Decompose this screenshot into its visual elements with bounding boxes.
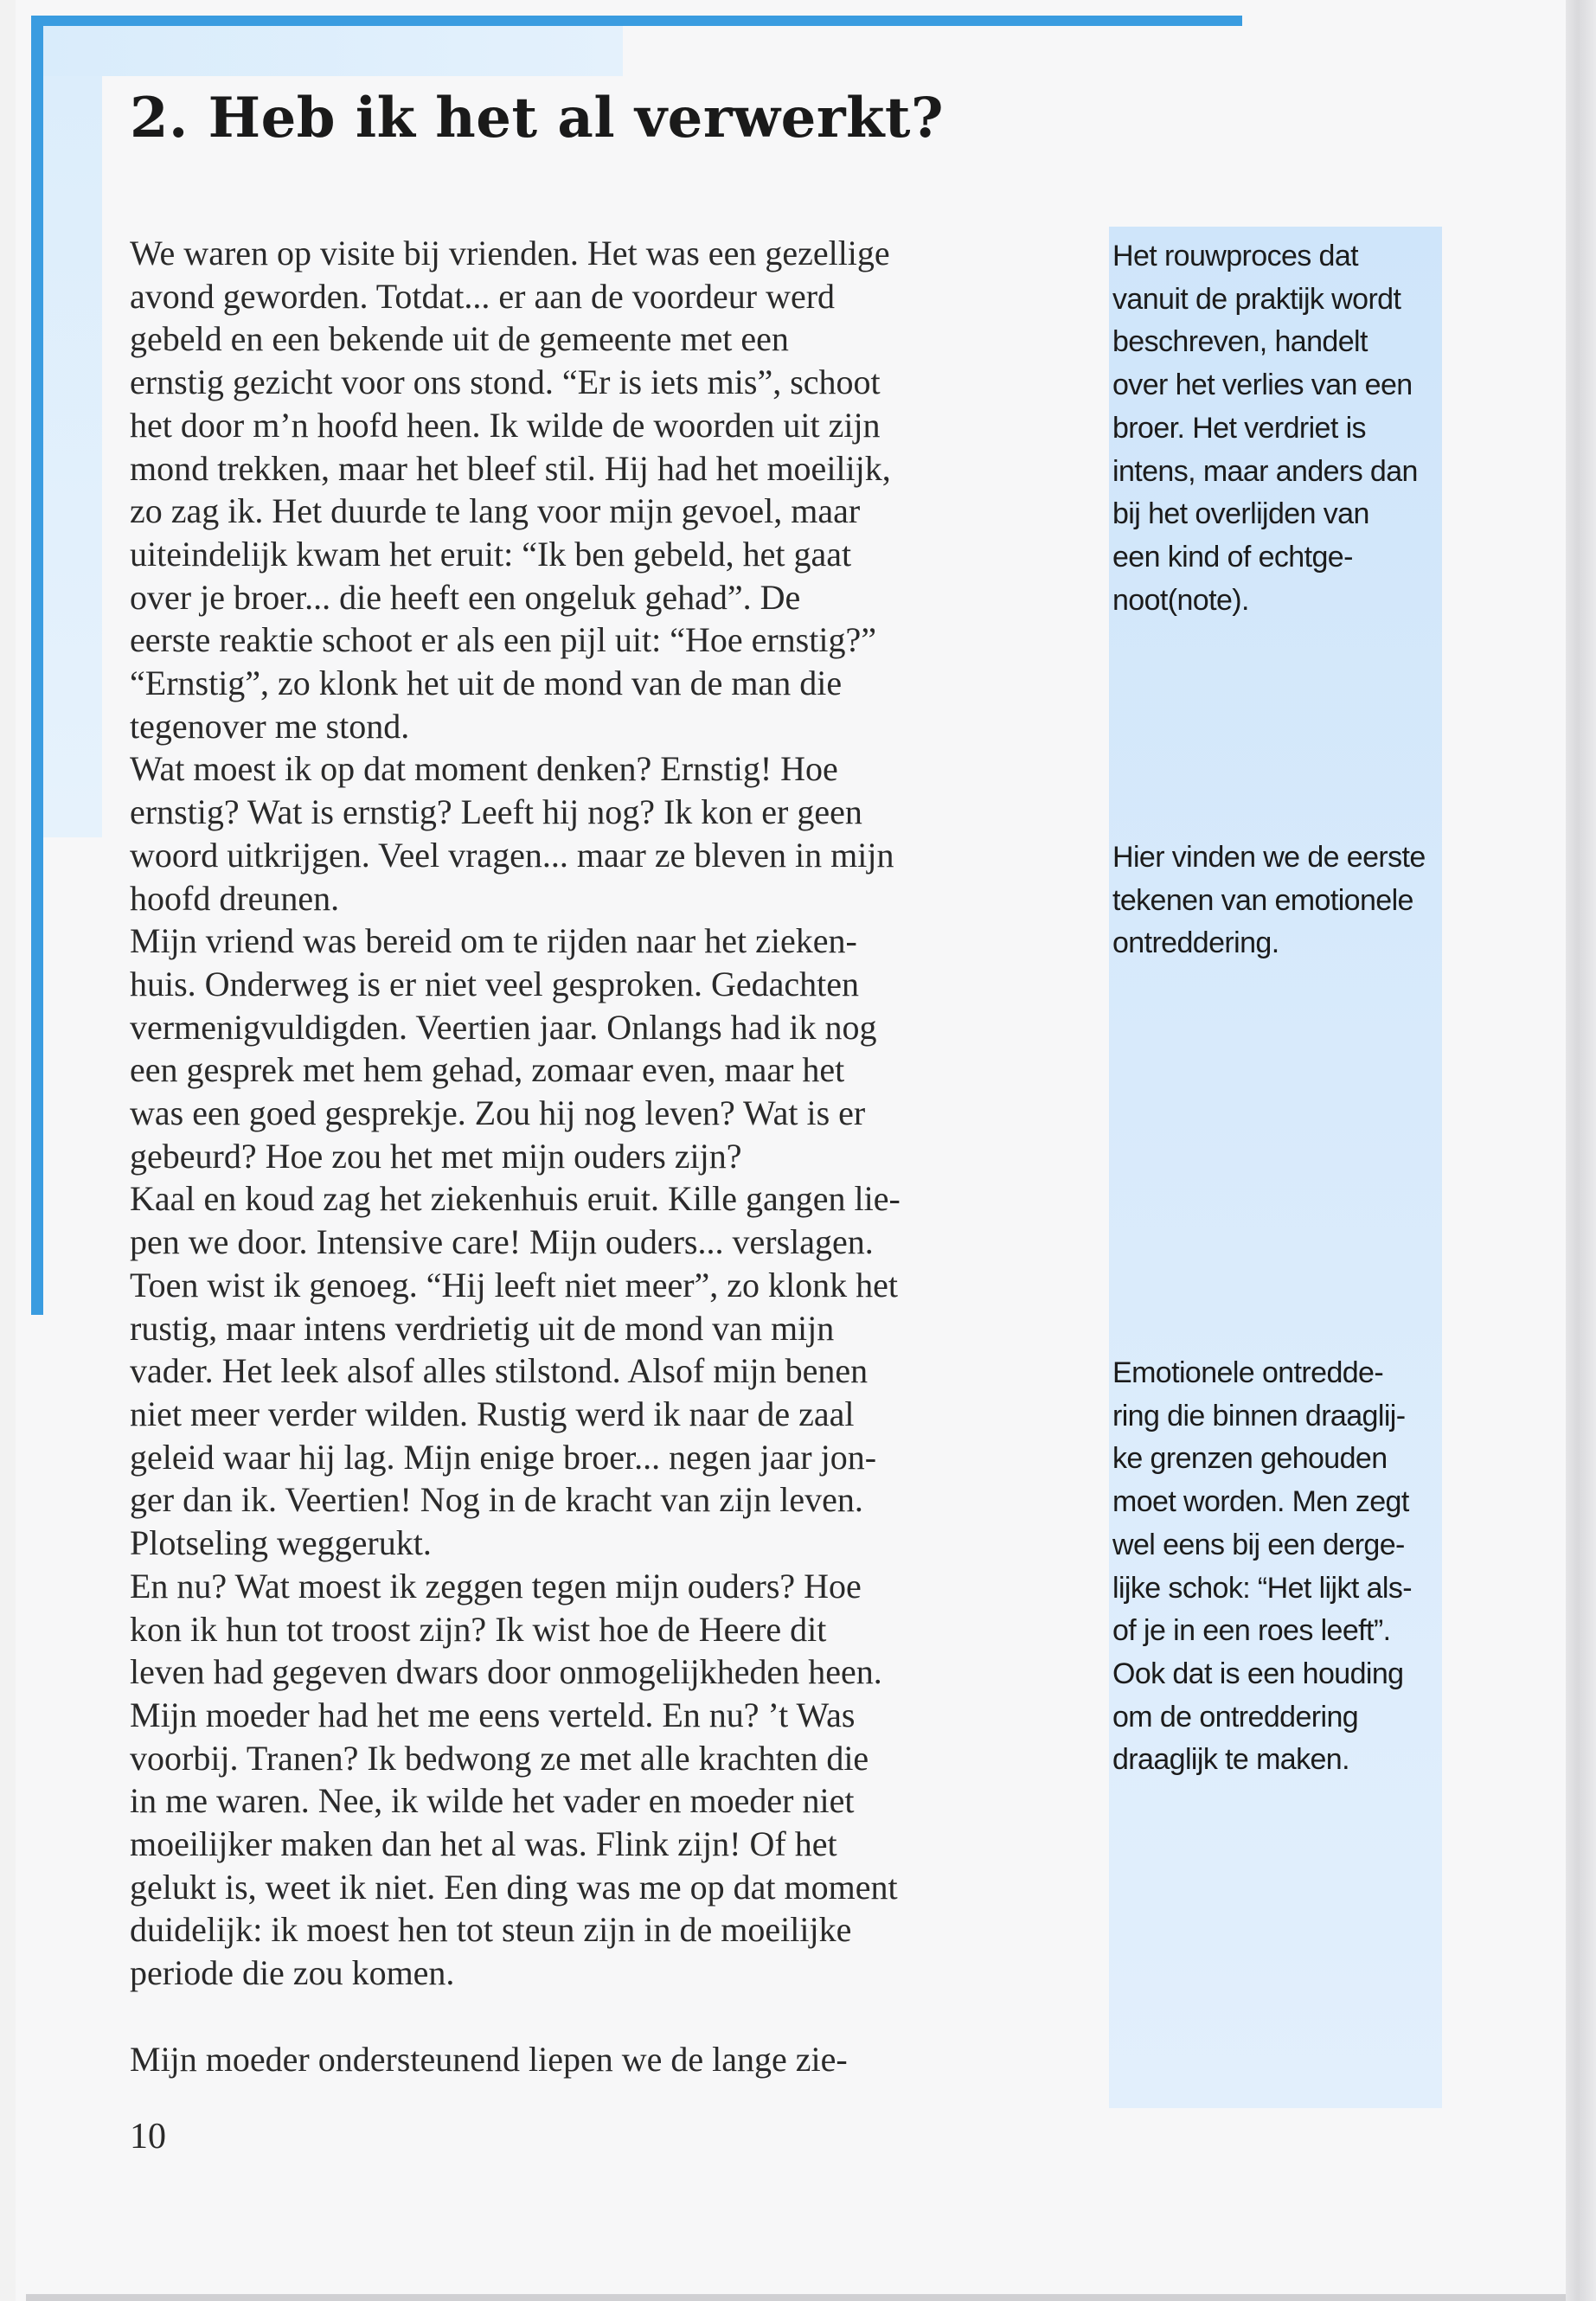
sidebar-note-3 (1112, 1352, 1412, 1782)
note-line: beschreven, handelt (1112, 325, 1368, 359)
body-line: eerste reaktie schoot er als een pijl uit: “Hoe ernstig?” (130, 620, 876, 660)
body-line: ger dan ik. Veertien! Nog in de kracht van zijn leven. (130, 1480, 863, 1520)
note-line: een kind of echtge- (1112, 540, 1353, 574)
note-line: bij het overlijden van (1112, 497, 1369, 531)
body-line: “Ernstig”, zo klonk het uit de mond van de man die (130, 663, 843, 703)
body-line: voorbij. Tranen? Ik bedwong ze met alle krachten die (130, 1738, 869, 1778)
body-line: duidelijk: ik moest hen tot steun zijn in de moeilijke (130, 1910, 852, 1950)
note-line: Emotionele ontredde- (1112, 1356, 1384, 1389)
body-line: in me waren. Nee, ik wilde het vader en moeder niet (130, 1781, 855, 1821)
note-line: ontreddering. (1112, 926, 1279, 960)
body-line: mond trekken, maar het bleef stil. Hij had het moeilijk, (130, 448, 891, 488)
body-line: ernstig? Wat is ernstig? Leeft hij nog? Ik kon er geen (130, 792, 862, 832)
body-text (130, 232, 1068, 2080)
sidebar-note-2 (1112, 836, 1426, 965)
body-line: moeilijker maken dan het al was. Flink zijn! Of het (130, 1824, 837, 1864)
body-line: vader. Het leek alsof alles stilstond. Alsof mijn benen (130, 1351, 869, 1391)
title-band (43, 26, 623, 76)
body-line: huis. Onderweg is er niet veel gesproken. Gedachten (130, 964, 860, 1003)
top-accent-rule (31, 16, 1242, 26)
page-number: 10 (130, 2117, 166, 2157)
page-bottom-edge (26, 2294, 1566, 2301)
body-line: En nu? Wat moest ik zeggen tegen mijn ouders? Hoe (130, 1566, 862, 1606)
body-line: was een goed gesprekje. Zou hij nog leven? Wat is er (130, 1093, 866, 1133)
body-line: gebeld en een bekende uit de gemeente met een (130, 319, 789, 359)
body-line: over je broer... die heeft een ongeluk gehad”. De (130, 577, 801, 617)
paragraph-gap (130, 1995, 1068, 2038)
left-band (43, 76, 102, 837)
body-line: avond geworden. Totdat... er aan de voordeur werd (130, 276, 836, 316)
note-line: vanuit de praktijk wordt (1112, 282, 1401, 316)
body-line: Plotseling weggerukt. (130, 1523, 432, 1563)
note-line: ke grenzen gehouden (1112, 1442, 1388, 1476)
note-line: draaglijk te maken. (1112, 1743, 1349, 1777)
sidebar-note-1 (1112, 235, 1418, 622)
note-line: Hier vinden we de eerste (1112, 841, 1426, 874)
body-line: Mijn vriend was bereid om te rijden naar het zieken- (130, 921, 857, 961)
body-line: woord uitkrijgen. Veel vragen... maar ze bleven in mijn (130, 835, 894, 875)
body-paragraphs (130, 232, 1068, 1995)
body-line: leven had gegeven dwars door onmogelijkheden heen. (130, 1652, 882, 1692)
note-line: lijke schok: “Het lijkt als- (1112, 1571, 1412, 1605)
body-line: zo zag ik. Het duurde te lang voor mijn gevoel, maar (130, 491, 861, 531)
note-line: over het verlies van een (1112, 369, 1413, 402)
note-line: ring die binnen draaglij- (1112, 1399, 1406, 1433)
body-line: vermenigvuldigden. Veertien jaar. Onlangs had ik nog (130, 1007, 877, 1047)
body-line: periode die zou komen. (130, 1953, 455, 1993)
body-line: rustig, maar intens verdrietig uit de mond van mijn (130, 1308, 835, 1348)
body-line: kon ik hun tot troost zijn? Ik wist hoe de Heere dit (130, 1609, 827, 1649)
body-line: gebeurd? Hoe zou het met mijn ouders zijn? (130, 1136, 742, 1176)
note-line: noot(note). (1112, 583, 1249, 617)
note-line: broer. Het verdriet is (1112, 411, 1366, 445)
note-line: wel eens bij een derge- (1112, 1528, 1405, 1561)
note-line: moet worden. Men zegt (1112, 1485, 1409, 1519)
body-line: Toen wist ik genoeg. “Hij leeft niet meer”, zo klonk het (130, 1265, 899, 1304)
body-line: We waren op visite bij vrienden. Het was een gezellige (130, 234, 890, 272)
body-line: geleid waar hij lag. Mijn enige broer... negen jaar jon- (130, 1437, 877, 1477)
body-line: tegenover me stond. (130, 706, 410, 746)
note-line: Ook dat is een houding (1112, 1657, 1404, 1690)
body-line: gelukt is, weet ik niet. Een ding was me op dat moment (130, 1867, 898, 1907)
chapter-title: 2. Heb ik het al verwerkt? (130, 86, 944, 151)
body-line: Wat moest ik op dat moment denken? Ernstig! Hoe (130, 749, 838, 789)
body-line: uiteindelijk kwam het eruit: “Ik ben gebeld, het gaat (130, 534, 852, 574)
note-line: of je in een roes leeft”. (1112, 1614, 1391, 1648)
note-line: tekenen van emotionele (1112, 883, 1413, 917)
body-last-line: Mijn moeder ondersteunend liepen we de lange zie- (130, 2039, 848, 2079)
body-line: ernstig gezicht voor ons stond. “Er is iets mis”, schoot (130, 362, 881, 402)
page-edge (1566, 0, 1596, 2301)
body-line: hoofd dreunen. (130, 878, 340, 918)
note-line: Het rouwproces dat (1112, 240, 1359, 272)
body-line: het door m’n hoofd heen. Ik wilde de woorden uit zijn (130, 405, 881, 445)
left-accent-rule (31, 16, 43, 1315)
body-line: een gesprek met hem gehad, zomaar even, maar het (130, 1050, 845, 1090)
body-line: pen we door. Intensive care! Mijn ouders... verslagen. (130, 1222, 874, 1262)
body-line: Mijn moeder had het me eens verteld. En nu? ’t Was (130, 1695, 856, 1734)
note-line: om de ontreddering (1112, 1700, 1359, 1734)
note-line: intens, maar anders dan (1112, 454, 1418, 488)
body-line: Kaal en koud zag het ziekenhuis eruit. Kille gangen lie- (130, 1179, 901, 1219)
body-line: niet meer verder wilden. Rustig werd ik naar de zaal (130, 1394, 855, 1433)
